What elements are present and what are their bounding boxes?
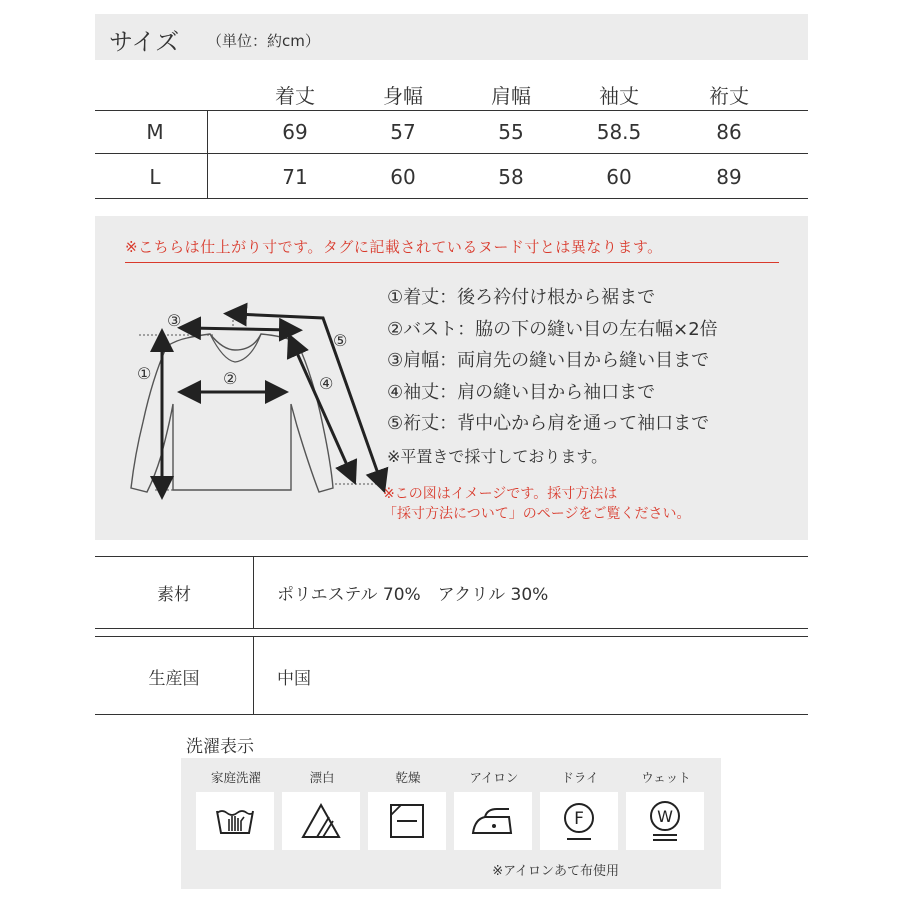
col-header: 袖丈 [599, 84, 639, 108]
measurement-item: ④袖丈：肩の縫い目から袖口まで [387, 381, 656, 403]
table-cell: 60 [606, 165, 632, 189]
care-item [368, 768, 448, 850]
table-cell: 57 [390, 120, 416, 144]
spec-rule [95, 636, 808, 637]
table-cell: 71 [282, 165, 308, 189]
care-item [282, 768, 362, 850]
table-rule [95, 153, 808, 154]
flat-measure-note: ※平置きで採寸しております。 [387, 447, 608, 466]
spec-vrule [253, 556, 254, 628]
size-title: サイズ [109, 28, 180, 56]
measurement-list [387, 282, 718, 440]
wet-clean-w-icon [626, 792, 704, 850]
iron-low-icon [454, 792, 532, 850]
table-cell: 89 [716, 165, 742, 189]
table-rule [95, 110, 808, 111]
spec-country [95, 636, 808, 718]
size-unit: （単位：約cm） [207, 32, 320, 50]
table-cell: 86 [716, 120, 742, 144]
image-note [383, 484, 690, 524]
svg-text:W: W [657, 807, 673, 826]
table-cell: 58 [498, 165, 524, 189]
table-rule [95, 198, 808, 199]
spec-rule [95, 714, 808, 715]
care-item [196, 768, 276, 850]
col-header: 着丈 [275, 84, 315, 108]
table-cell: 60 [390, 165, 416, 189]
no-chlorine-bleach-icon [282, 792, 360, 850]
measurement-item: ③肩幅：両肩先の縫い目から縫い目まで [387, 350, 710, 371]
spec-rule [95, 628, 808, 629]
image-note-line: ※この図はイメージです。採寸方法は [383, 486, 618, 502]
care-label: ウェット [641, 770, 691, 785]
col-header: 肩幅 [491, 84, 531, 108]
size-title-bar [95, 14, 808, 60]
flat-dry-shade-icon [368, 792, 446, 850]
marker-sleeve: ④ [319, 374, 334, 393]
arrow-sleeve [293, 344, 351, 474]
marker-shoulder: ③ [167, 311, 182, 330]
care-label: 漂白 [309, 770, 335, 785]
spec-rule [95, 556, 808, 557]
measurement-item: ②バスト：脇の下の縫い目の左右幅×2倍 [387, 318, 718, 340]
spec-value: ポリエステル 70% アクリル 30% [277, 585, 549, 605]
care-item [454, 768, 534, 850]
marker-yuki: ⑤ [333, 331, 348, 350]
marker-length: ① [137, 364, 152, 383]
row-size-label: M [146, 120, 164, 144]
table-cell: 58.5 [596, 120, 642, 144]
measurement-guide [95, 216, 808, 540]
size-table [95, 72, 808, 200]
svg-text:F: F [574, 809, 584, 829]
spec-label: 生産国 [148, 669, 200, 689]
table-cell: 69 [282, 120, 308, 144]
care-item [626, 768, 706, 850]
dry-clean-f-icon [540, 792, 618, 850]
sweater-neckline [210, 334, 261, 362]
table-vrule [207, 110, 208, 198]
care-title: 洗濯表示 [186, 737, 254, 757]
care-label: 乾燥 [395, 770, 421, 785]
measurement-item: ⑤裄丈：背中心から肩を通って袖口まで [387, 413, 710, 434]
spec-label: 素材 [157, 585, 191, 605]
marker-bust: ② [223, 369, 238, 388]
iron-cloth-note: ※アイロンあて布使用 [492, 864, 619, 879]
care-label: アイロン [469, 770, 519, 785]
spec-vrule [253, 636, 254, 714]
finish-size-notice: ※こちらは仕上がり寸です。タグに記載されているヌード寸とは異なります。 [125, 238, 663, 256]
measurement-item: ①着丈：後ろ衿付け根から裾まで [387, 287, 656, 308]
col-header: 身幅 [383, 84, 423, 108]
col-header: 裄丈 [709, 84, 749, 108]
table-cell: 55 [498, 120, 524, 144]
spec-material [95, 556, 808, 632]
arrow-shoulder [189, 328, 291, 330]
spec-value: 中国 [277, 669, 311, 689]
care-item [540, 768, 620, 850]
image-note-line: 「採寸方法について」のページをご覧ください。 [383, 506, 691, 522]
care-label: 家庭洗濯 [210, 770, 261, 785]
care-label: ドライ [561, 770, 599, 785]
arrow-yuki [235, 314, 381, 482]
care-panel [181, 758, 721, 889]
row-size-label: L [149, 165, 161, 189]
hand-wash-icon [196, 792, 274, 850]
